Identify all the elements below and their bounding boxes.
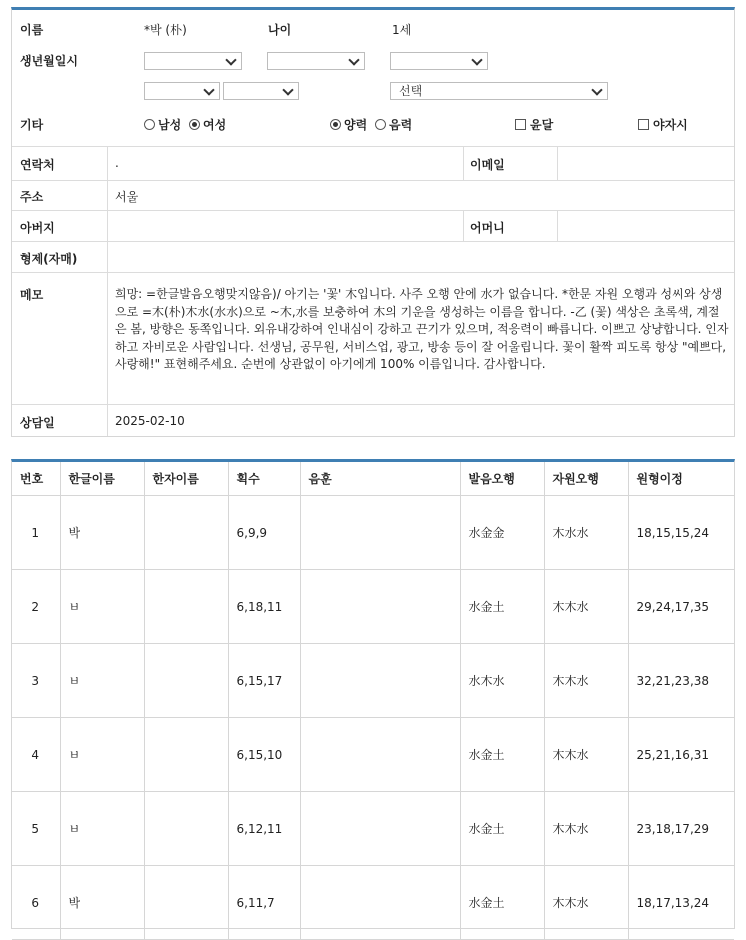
night-label: 야자시 bbox=[653, 118, 688, 132]
etc-label: 기타 bbox=[20, 118, 44, 132]
leap-checkbox[interactable] bbox=[515, 119, 526, 130]
cell-strokes: 6,18,11 bbox=[228, 570, 300, 644]
age-value: 1세 bbox=[392, 23, 412, 37]
divider bbox=[557, 210, 558, 241]
birth-year-select[interactable] bbox=[144, 52, 242, 70]
address-label: 주소 bbox=[20, 190, 44, 204]
chevron-down-icon bbox=[225, 54, 236, 65]
solar-radio[interactable] bbox=[330, 119, 341, 130]
cell-pron: 水金金 bbox=[460, 496, 544, 570]
birth-minute-select[interactable] bbox=[223, 82, 299, 100]
contact-value: . bbox=[115, 156, 119, 170]
consult-label: 상담일 bbox=[20, 416, 55, 430]
birth-day-select[interactable] bbox=[390, 52, 488, 70]
cell-hangul: ㅂ bbox=[60, 570, 144, 644]
cell-no: 6 bbox=[12, 866, 60, 940]
cell-pron: 水金土 bbox=[460, 866, 544, 940]
col-pron-ohaeng: 발음오행 bbox=[460, 462, 544, 496]
divider bbox=[12, 210, 734, 211]
cell-hangul: ㅂ bbox=[60, 792, 144, 866]
divider bbox=[12, 404, 734, 405]
birth-time-select[interactable] bbox=[390, 82, 608, 100]
cell-wonhyung: 18,15,15,24 bbox=[628, 496, 734, 570]
cell-eumhun bbox=[300, 792, 460, 866]
cell-hanja bbox=[144, 718, 228, 792]
name-value: *박 (朴) bbox=[144, 23, 187, 37]
divider bbox=[107, 146, 108, 436]
cell-no: 5 bbox=[12, 792, 60, 866]
cell-hanja bbox=[144, 644, 228, 718]
lunar-radio[interactable] bbox=[375, 119, 386, 130]
cell-source: 木木水 bbox=[544, 644, 628, 718]
divider bbox=[463, 146, 464, 180]
table-row[interactable] bbox=[12, 570, 734, 644]
cell-hanja bbox=[144, 496, 228, 570]
cell-no: 1 bbox=[12, 496, 60, 570]
cell-source: 木木水 bbox=[544, 866, 628, 940]
divider bbox=[12, 146, 734, 147]
contact-label: 연락처 bbox=[20, 158, 55, 172]
cell-source: 木木水 bbox=[544, 718, 628, 792]
divider bbox=[12, 241, 734, 242]
cell-source: 木木水 bbox=[544, 570, 628, 644]
cell-source: 木水水 bbox=[544, 496, 628, 570]
divider bbox=[557, 146, 558, 180]
cell-pron: 水木水 bbox=[460, 644, 544, 718]
leap-group bbox=[515, 116, 553, 133]
col-hanja: 한자이름 bbox=[144, 462, 228, 496]
cell-hanja bbox=[144, 570, 228, 644]
cell-eumhun bbox=[300, 644, 460, 718]
father-label: 아버지 bbox=[20, 221, 55, 235]
divider bbox=[12, 272, 734, 273]
siblings-label: 형제(자매) bbox=[20, 252, 78, 266]
name-label: 이름 bbox=[20, 23, 44, 37]
chevron-down-icon bbox=[203, 84, 214, 95]
cell-hangul: 박 bbox=[60, 866, 144, 940]
chevron-down-icon bbox=[591, 84, 602, 95]
gender-male-radio[interactable] bbox=[144, 119, 155, 130]
birth-time-select-value: 선택 bbox=[399, 84, 423, 98]
col-eumhun: 음훈 bbox=[300, 462, 460, 496]
birth-label: 생년월일시 bbox=[20, 54, 78, 68]
calendar-group bbox=[330, 116, 412, 133]
cell-eumhun bbox=[300, 570, 460, 644]
cell-strokes: 6,11,7 bbox=[228, 866, 300, 940]
memo-label: 메모 bbox=[20, 288, 44, 302]
col-hangul: 한글이름 bbox=[60, 462, 144, 496]
cell-source: 木木水 bbox=[544, 792, 628, 866]
gender-group bbox=[144, 116, 226, 133]
mother-label: 어머니 bbox=[470, 221, 505, 235]
age-label: 나이 bbox=[268, 23, 292, 37]
email-label: 이메일 bbox=[470, 158, 505, 172]
cell-pron: 水金土 bbox=[460, 570, 544, 644]
table-row[interactable] bbox=[12, 792, 734, 866]
address-value: 서울 bbox=[115, 190, 139, 204]
cell-hanja bbox=[144, 866, 228, 940]
cell-strokes: 6,12,11 bbox=[228, 792, 300, 866]
birth-month-select[interactable] bbox=[267, 52, 365, 70]
cell-eumhun bbox=[300, 496, 460, 570]
cell-wonhyung: 18,17,13,24 bbox=[628, 866, 734, 940]
table-header-row bbox=[12, 462, 734, 496]
cell-wonhyung: 25,21,16,31 bbox=[628, 718, 734, 792]
solar-label: 양력 bbox=[344, 118, 368, 132]
night-checkbox[interactable] bbox=[638, 119, 649, 130]
table-row[interactable] bbox=[12, 866, 734, 940]
cell-wonhyung: 29,24,17,35 bbox=[628, 570, 734, 644]
cell-hangul: 박 bbox=[60, 496, 144, 570]
gender-male-label: 남성 bbox=[158, 118, 182, 132]
leap-label: 윤달 bbox=[530, 118, 554, 132]
info-card bbox=[11, 7, 735, 437]
col-strokes: 획수 bbox=[228, 462, 300, 496]
cell-eumhun bbox=[300, 718, 460, 792]
col-wonhyung: 원형이정 bbox=[628, 462, 734, 496]
table-row[interactable] bbox=[12, 718, 734, 792]
cell-hangul: ㅂ bbox=[60, 644, 144, 718]
cell-strokes: 6,9,9 bbox=[228, 496, 300, 570]
cell-eumhun bbox=[300, 866, 460, 940]
table-row[interactable] bbox=[12, 496, 734, 570]
name-table bbox=[12, 462, 734, 940]
cell-hangul: ㅂ bbox=[60, 718, 144, 792]
col-source-ohaeng: 자원오행 bbox=[544, 462, 628, 496]
consult-value: 2025-02-10 bbox=[115, 414, 185, 428]
memo-value: 희망: =한글발음오행맞지않음)/ 아기는 '꽃' 木입니다. 사주 오행 안에 水가 없습니다. *한문 자원 오행과 성씨와 상생으로 =木(朴)木水(水水)으로 ~木,水를 보충하여 木의 기운을 생성하는 이름을 합니다. -乙 (꽃) 색상은 초록색, 계절은 봄, 방향은 동쪽입니다. 외유내강하여 인내심이 강하고 끈기가 있으며, 적응력이 빠릅니다. 이쁘고 상냥합니다. 인자하고 자비로운 사람입니다. 선생님, 공무원, 서비스업, 광고, 방송 등이 잘 어울립니다. 꽃이 활짝 피도록 항상 "예쁘다, 사랑해!" 표현해주세요. 순번에 상관없이 아기에게 100% 이름입니다. 감사합니다. bbox=[115, 287, 729, 371]
cell-pron: 水金土 bbox=[460, 718, 544, 792]
lunar-label: 음력 bbox=[389, 118, 413, 132]
divider bbox=[463, 210, 464, 241]
divider bbox=[12, 180, 734, 181]
table-row[interactable] bbox=[12, 644, 734, 718]
gender-female-label: 여성 bbox=[203, 118, 227, 132]
gender-female-radio[interactable] bbox=[189, 119, 200, 130]
birth-hour-select[interactable] bbox=[144, 82, 220, 100]
cell-wonhyung: 23,18,17,29 bbox=[628, 792, 734, 866]
cell-hanja bbox=[144, 792, 228, 866]
chevron-down-icon bbox=[282, 84, 293, 95]
chevron-down-icon bbox=[471, 54, 482, 65]
col-no: 번호 bbox=[12, 462, 60, 496]
cell-no: 2 bbox=[12, 570, 60, 644]
chevron-down-icon bbox=[348, 54, 359, 65]
cell-wonhyung: 32,21,23,38 bbox=[628, 644, 734, 718]
night-group bbox=[638, 116, 688, 133]
cell-strokes: 6,15,10 bbox=[228, 718, 300, 792]
cell-no: 4 bbox=[12, 718, 60, 792]
cell-pron: 水金土 bbox=[460, 792, 544, 866]
cell-strokes: 6,15,17 bbox=[228, 644, 300, 718]
cell-no: 3 bbox=[12, 644, 60, 718]
result-card bbox=[11, 459, 735, 929]
